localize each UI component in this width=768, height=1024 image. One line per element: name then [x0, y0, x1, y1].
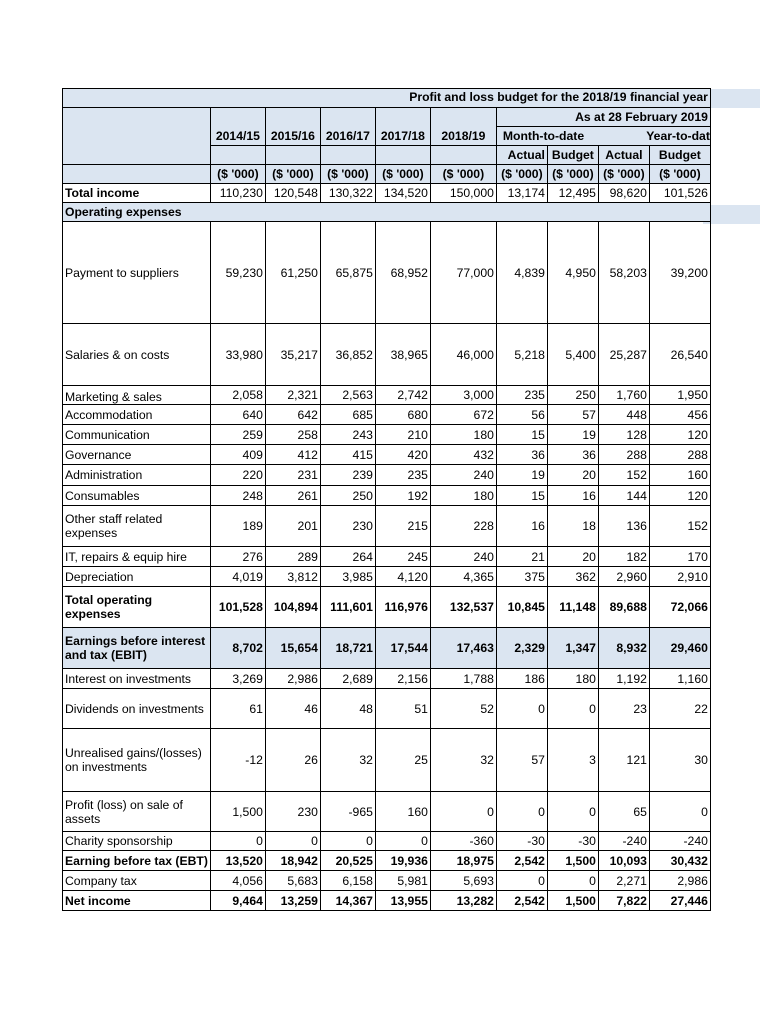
cell-value: 101,526 — [649, 184, 710, 203]
cell-value: 264 — [320, 547, 375, 567]
cell-value: 13,259 — [265, 891, 320, 911]
cell-value: 2,986 — [649, 871, 710, 891]
cell-value: 150,000 — [430, 184, 496, 203]
cell-value: 239 — [320, 465, 375, 486]
cell-value: -360 — [430, 832, 496, 851]
table-row — [63, 184, 711, 203]
cell-value: 57 — [496, 729, 547, 792]
cell-value: 36 — [547, 445, 598, 465]
cell-value: 65,875 — [320, 222, 375, 324]
row-label: Profit (loss) on sale of assets — [63, 792, 211, 832]
section-fill-extension — [703, 205, 760, 224]
cell-value: 33,980 — [210, 324, 265, 386]
cell-value: 2,329 — [496, 628, 547, 669]
unit-label: ($ '000) — [320, 165, 375, 184]
cell-value: 30 — [649, 729, 710, 792]
ebit-row — [63, 628, 711, 669]
cell-value: 2,910 — [649, 567, 710, 587]
cell-value: 39,200 — [649, 222, 710, 324]
cell-value: 10,093 — [598, 851, 649, 871]
cell-value: -30 — [496, 832, 547, 851]
mtd-budget-header: Budget — [547, 146, 598, 165]
cell-value: 1,347 — [547, 628, 598, 669]
cell-value: 20,525 — [320, 851, 375, 871]
cell-value: 5,218 — [496, 324, 547, 386]
cell-value: 0 — [320, 832, 375, 851]
cell-value: 13,282 — [430, 891, 496, 911]
table-row — [63, 567, 711, 587]
cell-value: 1,788 — [430, 669, 496, 689]
cell-value: 2,271 — [598, 871, 649, 891]
table-title: Profit and loss budget for the 2018/19 financial year — [409, 90, 708, 104]
cell-value: 36,852 — [320, 324, 375, 386]
cell-value: 180 — [430, 425, 496, 445]
as-at-row — [63, 108, 711, 127]
cell-value: 18 — [547, 506, 598, 547]
cell-value: 0 — [430, 792, 496, 832]
cell-value: 288 — [649, 445, 710, 465]
cell-value: 8,702 — [210, 628, 265, 669]
year-2015-16: 2015/16 — [265, 127, 320, 146]
cell-value: 46,000 — [430, 324, 496, 386]
cell-value: 3,812 — [265, 567, 320, 587]
cell-value: 230 — [320, 506, 375, 547]
cell-value: 672 — [430, 405, 496, 425]
table-row — [63, 386, 711, 405]
unit-label: ($ '000) — [598, 165, 649, 184]
cell-value: 362 — [547, 567, 598, 587]
cell-value: 243 — [320, 425, 375, 445]
row-label: Unrealised gains/(losses) on investments — [63, 729, 211, 792]
ebt-row — [63, 851, 711, 871]
month-to-date-header: Month-to-date — [496, 127, 598, 146]
cell-value: 0 — [547, 871, 598, 891]
cell-value: 51 — [375, 689, 430, 729]
table-row — [63, 324, 711, 386]
cell-value: 16 — [496, 506, 547, 547]
cell-value: 0 — [496, 871, 547, 891]
table-row — [63, 547, 711, 567]
row-label: IT, repairs & equip hire — [63, 547, 211, 567]
cell-value: 21 — [496, 547, 547, 567]
cell-value: 170 — [649, 547, 710, 567]
row-label: Total income — [63, 184, 211, 203]
cell-value: 23 — [598, 689, 649, 729]
cell-value: 4,056 — [210, 871, 265, 891]
cell-value: 59,230 — [210, 222, 265, 324]
year-to-date-header: Year-to-dat — [598, 127, 710, 146]
cell-value: 432 — [430, 445, 496, 465]
cell-value: 77,000 — [430, 222, 496, 324]
cell-value: 120 — [649, 486, 710, 506]
cell-value: 640 — [210, 405, 265, 425]
cell-value: 30,432 — [649, 851, 710, 871]
cell-value: 152 — [649, 506, 710, 547]
cell-value: 120,548 — [265, 184, 320, 203]
cell-value: 15 — [496, 486, 547, 506]
cell-value: 4,950 — [547, 222, 598, 324]
table-row — [63, 222, 711, 324]
cell-value: 136 — [598, 506, 649, 547]
cell-value: 132,537 — [430, 587, 496, 628]
cell-value: 25 — [375, 729, 430, 792]
cell-value: 289 — [265, 547, 320, 567]
cell-value: 215 — [375, 506, 430, 547]
cell-value: -12 — [210, 729, 265, 792]
cell-value: 2,689 — [320, 669, 375, 689]
cell-value: 186 — [496, 669, 547, 689]
cell-value: 10,845 — [496, 587, 547, 628]
cell-value: 120 — [649, 425, 710, 445]
cell-value: 3,269 — [210, 669, 265, 689]
cell-value: 4,019 — [210, 567, 265, 587]
cell-value: 35,217 — [265, 324, 320, 386]
cell-value: 1,500 — [547, 891, 598, 911]
table-row — [63, 465, 711, 486]
cell-value: 248 — [210, 486, 265, 506]
cell-value: 98,620 — [598, 184, 649, 203]
cell-value: 56 — [496, 405, 547, 425]
cell-value: 1,192 — [598, 669, 649, 689]
cell-value: 3,000 — [430, 386, 496, 405]
year-2016-17: 2016/17 — [320, 127, 375, 146]
unit-label: ($ '000) — [265, 165, 320, 184]
cell-value: 57 — [547, 405, 598, 425]
cell-value: 235 — [496, 386, 547, 405]
cell-value: 19,936 — [375, 851, 430, 871]
cell-value: 2,960 — [598, 567, 649, 587]
cell-value: 259 — [210, 425, 265, 445]
table-row — [63, 792, 711, 832]
cell-value: 144 — [598, 486, 649, 506]
cell-value: 4,365 — [430, 567, 496, 587]
cell-value: 27,446 — [649, 891, 710, 911]
table-row — [63, 445, 711, 465]
cell-value: 409 — [210, 445, 265, 465]
row-label: Administration — [63, 465, 211, 486]
cell-value: 0 — [547, 689, 598, 729]
cell-value: 15,654 — [265, 628, 320, 669]
cell-value: 2,542 — [496, 851, 547, 871]
total-row — [63, 587, 711, 628]
cell-value: 104,894 — [265, 587, 320, 628]
cell-value: 375 — [496, 567, 547, 587]
row-label: Other staff related expenses — [63, 506, 211, 547]
table-row — [63, 506, 711, 547]
cell-value: 235 — [375, 465, 430, 486]
cell-value: 101,528 — [210, 587, 265, 628]
cell-value: 5,693 — [430, 871, 496, 891]
cell-value: 25,287 — [598, 324, 649, 386]
cell-value: 680 — [375, 405, 430, 425]
cell-value: 18,975 — [430, 851, 496, 871]
cell-value: 61,250 — [265, 222, 320, 324]
table-row — [63, 669, 711, 689]
row-label: Company tax — [63, 871, 211, 891]
cell-value: 201 — [265, 506, 320, 547]
cell-value: 685 — [320, 405, 375, 425]
cell-value: 152 — [598, 465, 649, 486]
cell-value: 412 — [265, 445, 320, 465]
cell-value: 1,160 — [649, 669, 710, 689]
year-2018-19: 2018/19 — [430, 127, 496, 146]
year-2014-15: 2014/15 — [210, 127, 265, 146]
row-label: Earning before tax (EBT) — [63, 851, 211, 871]
row-label: Governance — [63, 445, 211, 465]
cell-value: 26 — [265, 729, 320, 792]
cell-value: 2,321 — [265, 386, 320, 405]
cell-value: -240 — [598, 832, 649, 851]
ytd-actual-header: Actual — [598, 146, 649, 165]
cell-value: 110,230 — [210, 184, 265, 203]
cell-value: 16 — [547, 486, 598, 506]
table-row — [63, 405, 711, 425]
cell-value: 0 — [375, 832, 430, 851]
table-row — [63, 486, 711, 506]
cell-value: 61 — [210, 689, 265, 729]
table-row — [63, 832, 711, 851]
cell-value: -240 — [649, 832, 710, 851]
cell-value: 26,540 — [649, 324, 710, 386]
units-row — [63, 165, 711, 184]
cell-value: 58,203 — [598, 222, 649, 324]
title-row — [63, 89, 711, 108]
cell-value: 18,942 — [265, 851, 320, 871]
cell-value: 0 — [547, 792, 598, 832]
profit-loss-sheet — [62, 88, 711, 911]
cell-value: 415 — [320, 445, 375, 465]
cell-value: 5,400 — [547, 324, 598, 386]
unit-label: ($ '000) — [547, 165, 598, 184]
cell-value: 15 — [496, 425, 547, 445]
cell-value: 3 — [547, 729, 598, 792]
row-label: Payment to suppliers — [63, 222, 211, 324]
cell-value: 2,156 — [375, 669, 430, 689]
cell-value: 5,981 — [375, 871, 430, 891]
cell-value: 17,544 — [375, 628, 430, 669]
row-label: Communication — [63, 425, 211, 445]
cell-value: 261 — [265, 486, 320, 506]
cell-value: 288 — [598, 445, 649, 465]
cell-value: 180 — [430, 486, 496, 506]
cell-value: 116,976 — [375, 587, 430, 628]
cell-value: -30 — [547, 832, 598, 851]
cell-value: 231 — [265, 465, 320, 486]
cell-value: 228 — [430, 506, 496, 547]
cell-value: 5,683 — [265, 871, 320, 891]
row-label: Total operating expenses — [63, 587, 211, 628]
cell-value: 182 — [598, 547, 649, 567]
cell-value: 642 — [265, 405, 320, 425]
cell-value: 2,986 — [265, 669, 320, 689]
cell-value: 0 — [496, 792, 547, 832]
cell-value: 13,174 — [496, 184, 547, 203]
cell-value: 189 — [210, 506, 265, 547]
cell-value: 19 — [547, 425, 598, 445]
row-label: Earnings before interest and tax (EBIT) — [63, 628, 211, 669]
cell-value: 22 — [649, 689, 710, 729]
cell-value: 130,322 — [320, 184, 375, 203]
cell-value: 14,367 — [320, 891, 375, 911]
cell-value: 52 — [430, 689, 496, 729]
cell-value: 11,148 — [547, 587, 598, 628]
cell-value: 46 — [265, 689, 320, 729]
cell-value: 250 — [320, 486, 375, 506]
cell-value: 250 — [547, 386, 598, 405]
unit-label: ($ '000) — [210, 165, 265, 184]
cell-value: 160 — [375, 792, 430, 832]
cell-value: 128 — [598, 425, 649, 445]
cell-value: 0 — [210, 832, 265, 851]
cell-value: 2,563 — [320, 386, 375, 405]
table-row — [63, 729, 711, 792]
cell-value: 0 — [649, 792, 710, 832]
cell-value: 48 — [320, 689, 375, 729]
net-income-row — [63, 891, 711, 911]
cell-value: 32 — [320, 729, 375, 792]
actual-budget-row — [63, 146, 711, 165]
row-label: Interest on investments — [63, 669, 211, 689]
cell-value: 29,460 — [649, 628, 710, 669]
unit-label: ($ '000) — [430, 165, 496, 184]
cell-value: 65 — [598, 792, 649, 832]
table-row — [63, 425, 711, 445]
table-row — [63, 689, 711, 729]
table-row — [63, 871, 711, 891]
year-2017-18: 2017/18 — [375, 127, 430, 146]
cell-value: 240 — [430, 547, 496, 567]
cell-value: 220 — [210, 465, 265, 486]
cell-value: 276 — [210, 547, 265, 567]
cell-value: 13,520 — [210, 851, 265, 871]
row-label: Marketing & sales — [63, 386, 211, 405]
cell-value: 180 — [547, 669, 598, 689]
row-label: Net income — [63, 891, 211, 911]
unit-label: ($ '000) — [496, 165, 547, 184]
section-operating-expenses: Operating expenses — [63, 203, 711, 222]
as-at-date: As at 28 February 2019 — [496, 108, 710, 127]
cell-value: 456 — [649, 405, 710, 425]
cell-value: 1,500 — [547, 851, 598, 871]
cell-value: 68,952 — [375, 222, 430, 324]
years-row — [63, 127, 711, 146]
cell-value: 19 — [496, 465, 547, 486]
row-label: Depreciation — [63, 567, 211, 587]
cell-value: 6,158 — [320, 871, 375, 891]
cell-value: 7,822 — [598, 891, 649, 911]
cell-value: 3,985 — [320, 567, 375, 587]
cell-value: 240 — [430, 465, 496, 486]
row-label: Accommodation — [63, 405, 211, 425]
cell-value: 134,520 — [375, 184, 430, 203]
unit-label: ($ '000) — [649, 165, 710, 184]
cell-value: 420 — [375, 445, 430, 465]
cell-value: 13,955 — [375, 891, 430, 911]
cell-value: 160 — [649, 465, 710, 486]
cell-value: 448 — [598, 405, 649, 425]
cell-value: 210 — [375, 425, 430, 445]
mtd-actual-header: Actual — [496, 146, 547, 165]
cell-value: 1,950 — [649, 386, 710, 405]
cell-value: 4,839 — [496, 222, 547, 324]
cell-value: 18,721 — [320, 628, 375, 669]
cell-value: 38,965 — [375, 324, 430, 386]
row-label: Consumables — [63, 486, 211, 506]
cell-value: 2,058 — [210, 386, 265, 405]
cell-value: 121 — [598, 729, 649, 792]
unit-label: ($ '000) — [375, 165, 430, 184]
cell-value: 89,688 — [598, 587, 649, 628]
cell-value: -965 — [320, 792, 375, 832]
cell-value: 258 — [265, 425, 320, 445]
cell-value: 8,932 — [598, 628, 649, 669]
cell-value: 245 — [375, 547, 430, 567]
cell-value: 12,495 — [547, 184, 598, 203]
cell-value: 0 — [265, 832, 320, 851]
cell-value: 1,760 — [598, 386, 649, 405]
profit-loss-table — [62, 88, 711, 911]
cell-value: 192 — [375, 486, 430, 506]
cell-value: 20 — [547, 465, 598, 486]
cell-value: 1,500 — [210, 792, 265, 832]
cell-value: 32 — [430, 729, 496, 792]
row-label: Salaries & on costs — [63, 324, 211, 386]
cell-value: 17,463 — [430, 628, 496, 669]
header-fill-extension — [703, 89, 760, 108]
cell-value: 230 — [265, 792, 320, 832]
row-label: Dividends on investments — [63, 689, 211, 729]
cell-value: 2,542 — [496, 891, 547, 911]
cell-value: 36 — [496, 445, 547, 465]
cell-value: 20 — [547, 547, 598, 567]
cell-value: 4,120 — [375, 567, 430, 587]
cell-value: 9,464 — [210, 891, 265, 911]
section-row — [63, 203, 711, 222]
cell-value: 0 — [496, 689, 547, 729]
cell-value: 111,601 — [320, 587, 375, 628]
row-label: Charity sponsorship — [63, 832, 211, 851]
ytd-budget-header: Budget — [649, 146, 710, 165]
cell-value: 72,066 — [649, 587, 710, 628]
cell-value: 2,742 — [375, 386, 430, 405]
